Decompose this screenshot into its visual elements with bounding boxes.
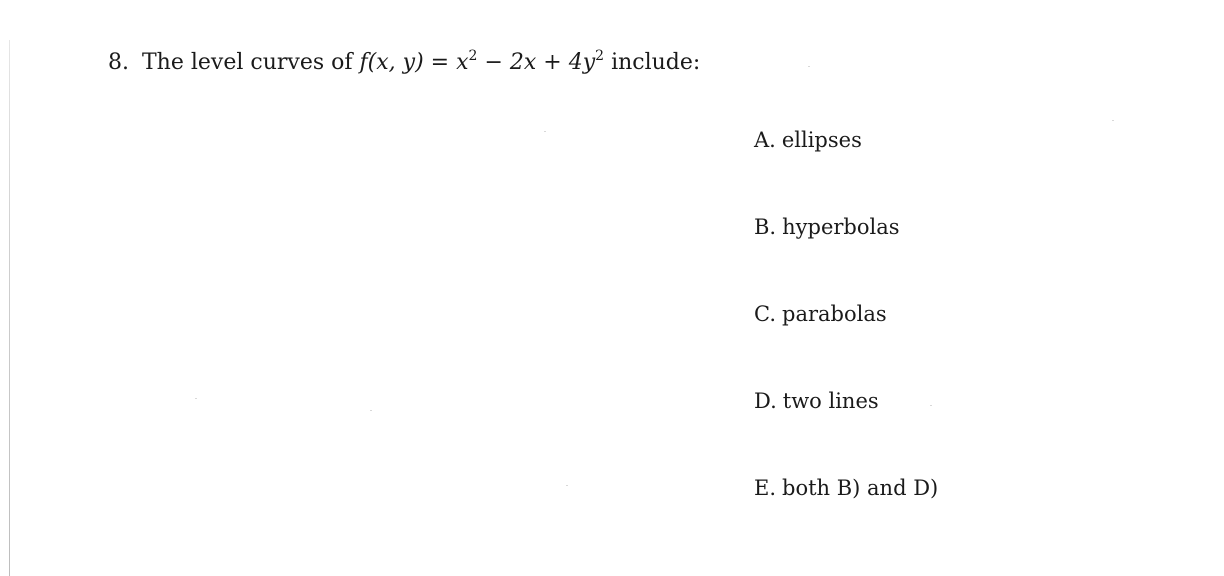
choice-letter: B.: [754, 215, 777, 239]
term-4y-squared: [569, 50, 604, 75]
choice-text: parabolas: [782, 302, 887, 326]
scan-speck: [808, 66, 810, 67]
plus-sign: +: [543, 50, 562, 75]
term-4y-base: 4y: [568, 50, 596, 75]
choice-text: ellipses: [781, 128, 862, 152]
choice-b: [754, 211, 1174, 298]
choice-letter: E.: [754, 476, 777, 500]
term-x-squared: [456, 50, 477, 75]
choice-letter: A.: [754, 128, 776, 152]
question-number: 8.: [108, 50, 129, 75]
choice-d: [754, 385, 1174, 472]
scan-speck: [544, 131, 546, 132]
choice-letter: D.: [754, 389, 777, 413]
answer-choices: [754, 124, 1174, 559]
term-x-base: x: [456, 50, 469, 75]
scan-speck: [566, 485, 568, 486]
term-4y-exponent: 2: [595, 48, 605, 64]
function-lhs: f(x, y): [359, 50, 424, 75]
choice-letter: C.: [754, 302, 776, 326]
minus-sign: −: [484, 50, 503, 75]
choice-text: two lines: [782, 389, 879, 413]
question-stem: [108, 40, 700, 79]
scan-speck: [1112, 120, 1114, 121]
question-tail-text: include:: [611, 50, 701, 75]
function-expression: [360, 50, 612, 75]
page-left-border: [9, 40, 10, 576]
scan-speck: [370, 410, 372, 411]
choice-text: both B) and D): [782, 476, 939, 500]
scan-speck: [195, 398, 197, 399]
question-lead-text: The level curves of: [142, 50, 353, 75]
choice-a: [754, 124, 1174, 211]
term-2x: 2x: [509, 50, 537, 75]
choice-e: [754, 472, 1174, 559]
scan-speck: [930, 405, 932, 406]
term-x-exponent: 2: [468, 48, 478, 64]
choice-c: [754, 298, 1174, 385]
equals-sign: =: [430, 50, 450, 75]
choice-text: hyperbolas: [782, 215, 900, 239]
